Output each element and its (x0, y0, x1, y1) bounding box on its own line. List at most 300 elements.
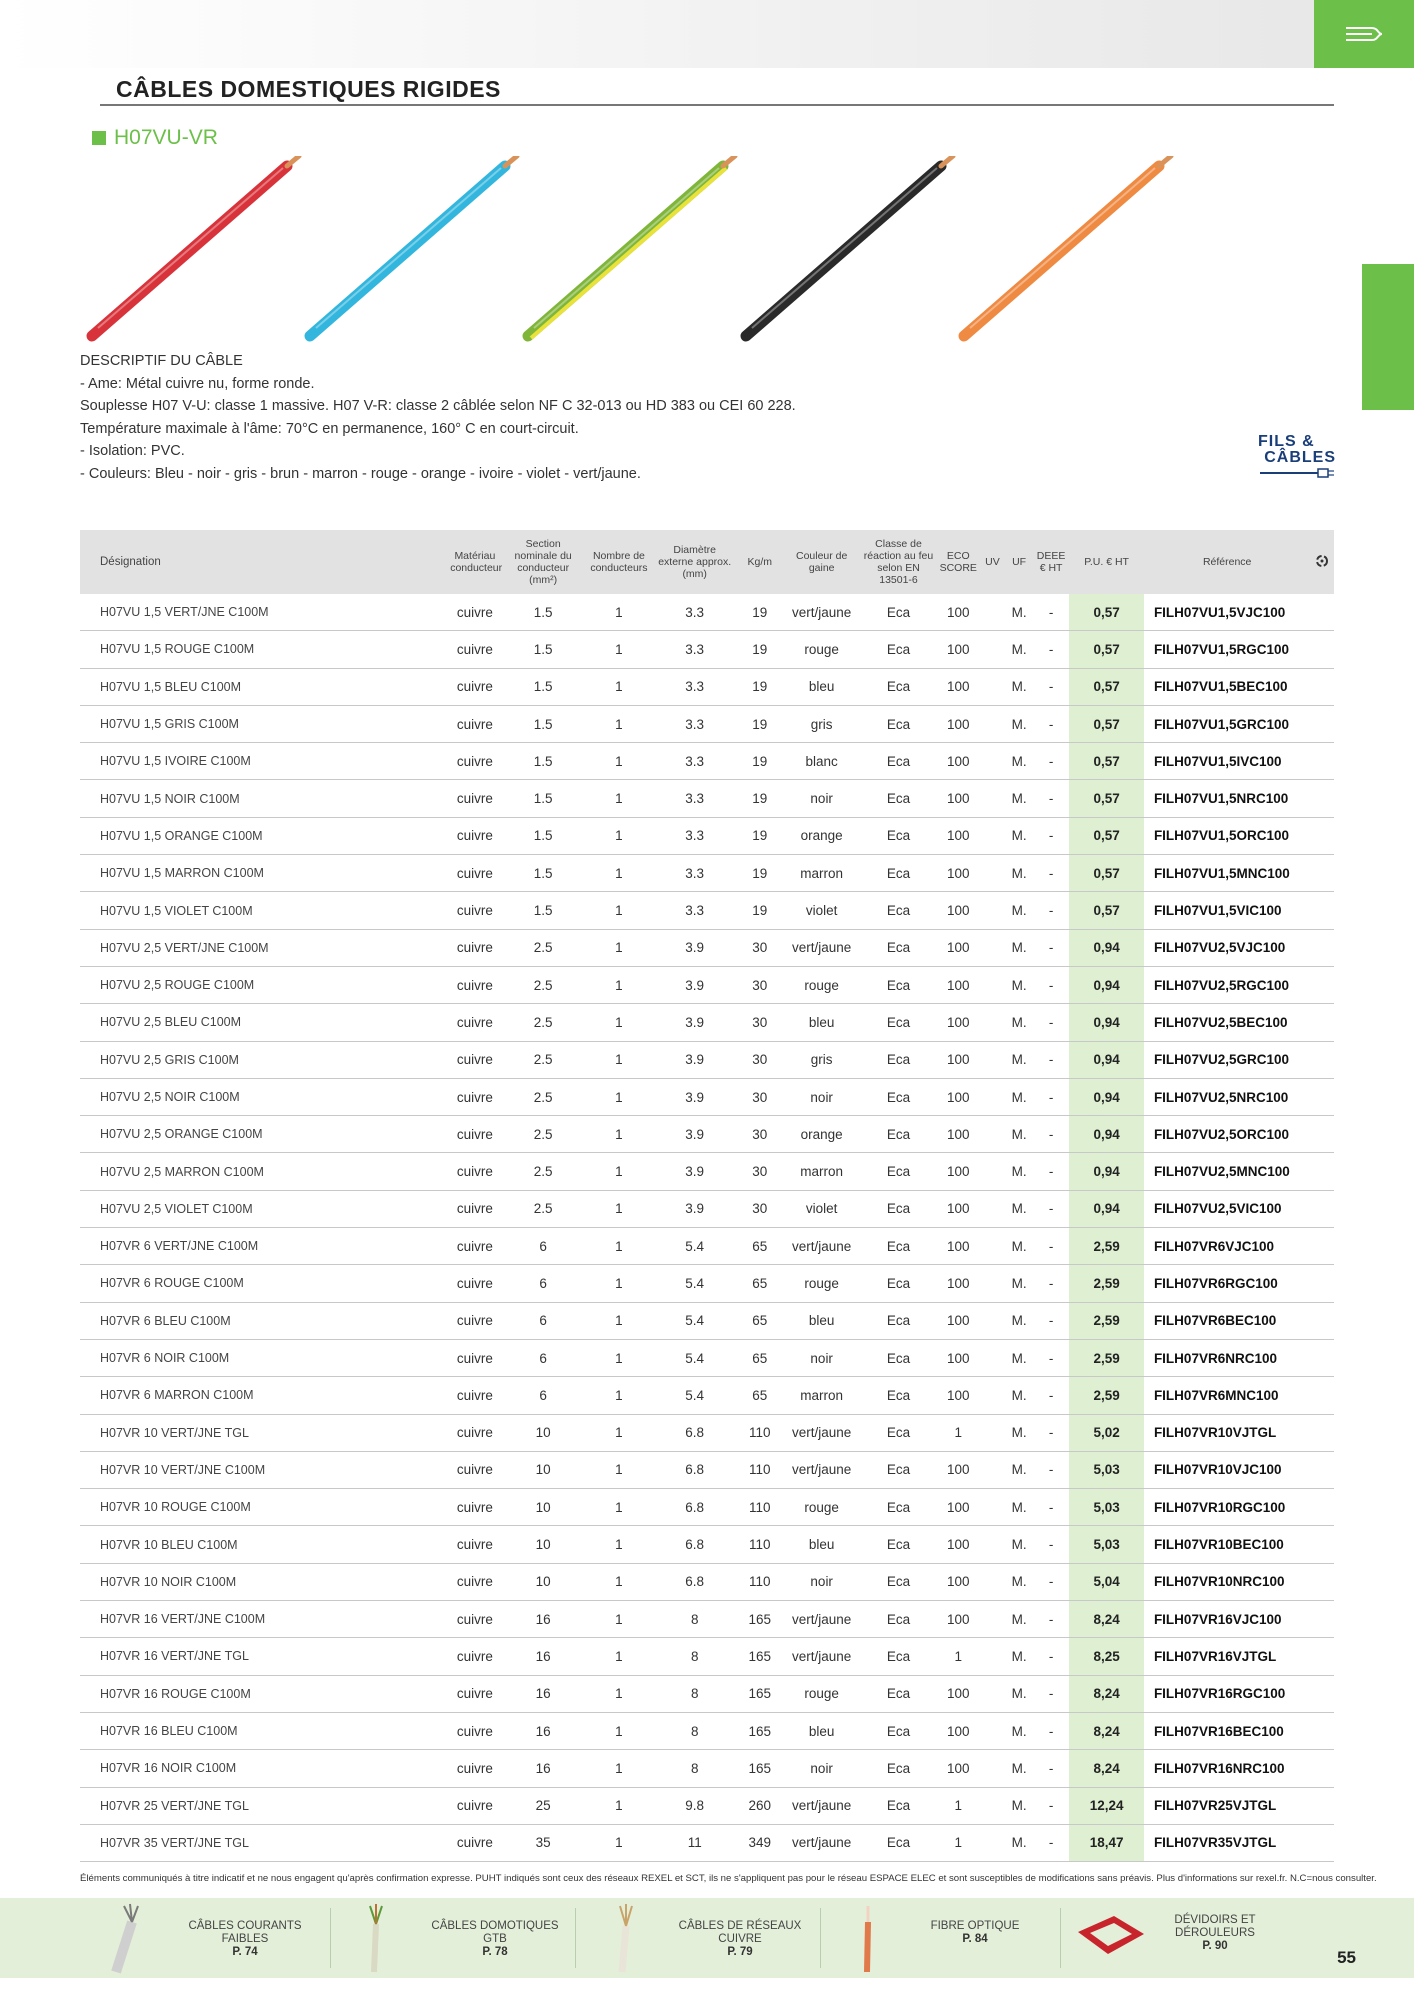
cell-kgm: 110 (736, 1563, 783, 1600)
cell-empty (1310, 1675, 1334, 1712)
cell-materiau: cuivre (448, 1228, 501, 1265)
recycle-icon (1310, 530, 1334, 594)
cell-materiau: cuivre (448, 668, 501, 705)
cell-eco: 100 (937, 1451, 980, 1488)
cell-deee: - (1033, 966, 1069, 1003)
cell-diametre: 3.3 (653, 668, 736, 705)
table-row (80, 1041, 1334, 1078)
cell-couleur: noir (783, 780, 860, 817)
cell-materiau: cuivre (448, 1339, 501, 1376)
footer-link-fibre-optique[interactable] (830, 1898, 1060, 1978)
cell-couleur: vert/jaune (783, 1414, 860, 1451)
footer-link-page: P. 74 (232, 1946, 258, 1958)
cell-nombre: 1 (585, 929, 653, 966)
cell-deee: - (1033, 1041, 1069, 1078)
cell-pu: 8,25 (1069, 1638, 1144, 1675)
cell-section: 16 (502, 1750, 585, 1787)
cell-deee: - (1033, 631, 1069, 668)
cell-couleur: vert/jaune (783, 929, 860, 966)
cell-deee: - (1033, 594, 1069, 631)
cell-section: 16 (502, 1712, 585, 1749)
cell-nombre: 1 (585, 1153, 653, 1190)
cell-materiau: cuivre (448, 1712, 501, 1749)
col-couleur: Couleur de gaine (783, 530, 860, 594)
cell-couleur: rouge (783, 631, 860, 668)
cell-deee: - (1033, 929, 1069, 966)
cell-materiau: cuivre (448, 1414, 501, 1451)
table-row (80, 966, 1334, 1003)
cell-designation: H07VR 6 ROUGE C100M (80, 1265, 448, 1302)
cell-couleur: orange (783, 817, 860, 854)
cell-uv: M. (1005, 1750, 1033, 1787)
table-row (80, 1675, 1334, 1712)
cell-materiau: cuivre (448, 1190, 501, 1227)
cell-reference: FILH07VR6NRC100 (1144, 1339, 1310, 1376)
cell-section: 6 (502, 1302, 585, 1339)
cell-reference: FILH07VR6MNC100 (1144, 1377, 1310, 1414)
cell-designation: H07VR 10 BLEU C100M (80, 1526, 448, 1563)
cell-nombre: 1 (585, 1675, 653, 1712)
cell-kgm: 19 (736, 892, 783, 929)
cell-pu: 0,94 (1069, 1004, 1144, 1041)
cell-materiau: cuivre (448, 705, 501, 742)
cell-kgm: 65 (736, 1302, 783, 1339)
cell-uv: M. (1005, 855, 1033, 892)
cell-empty (1310, 817, 1334, 854)
cell-reference: FILH07VR16VJC100 (1144, 1601, 1310, 1638)
cell-reference: FILH07VU2,5MNC100 (1144, 1153, 1310, 1190)
cell-couleur: vert/jaune (783, 1638, 860, 1675)
cell-classe: Eca (860, 1265, 937, 1302)
cell-materiau: cuivre (448, 817, 501, 854)
footer-link-devidoirs[interactable] (1070, 1898, 1290, 1978)
cell-section: 1.5 (502, 594, 585, 631)
cell-uf (980, 1377, 1006, 1414)
cell-eco: 100 (937, 1712, 980, 1749)
cell-uv: M. (1005, 1153, 1033, 1190)
cell-pu: 8,24 (1069, 1712, 1144, 1749)
cell-reference: FILH07VR10RGC100 (1144, 1489, 1310, 1526)
cell-designation: H07VU 2,5 BLEU C100M (80, 1004, 448, 1041)
cell-materiau: cuivre (448, 1153, 501, 1190)
cell-classe: Eca (860, 1750, 937, 1787)
cell-uv: M. (1005, 1116, 1033, 1153)
table-row (80, 1601, 1334, 1638)
cell-diametre: 3.9 (653, 1004, 736, 1041)
cable-bundle-icon (110, 1902, 144, 1974)
cell-materiau: cuivre (448, 1489, 501, 1526)
cell-classe: Eca (860, 855, 937, 892)
cell-materiau: cuivre (448, 1078, 501, 1115)
cell-designation: H07VU 2,5 VERT/JNE C100M (80, 929, 448, 966)
cell-diametre: 3.9 (653, 1153, 736, 1190)
table-row (80, 1078, 1334, 1115)
cell-classe: Eca (860, 1377, 937, 1414)
cell-reference: FILH07VU1,5NRC100 (1144, 780, 1310, 817)
cell-nombre: 1 (585, 1078, 653, 1115)
cell-materiau: cuivre (448, 966, 501, 1003)
cell-designation: H07VU 2,5 MARRON C100M (80, 1153, 448, 1190)
cell-couleur: gris (783, 705, 860, 742)
table-row (80, 1563, 1334, 1600)
cell-eco: 100 (937, 1339, 980, 1376)
cell-eco: 100 (937, 1041, 980, 1078)
cable-2-icon (310, 156, 517, 336)
cell-diametre: 5.4 (653, 1302, 736, 1339)
cell-uv: M. (1005, 1489, 1033, 1526)
cell-classe: Eca (860, 743, 937, 780)
cell-deee: - (1033, 855, 1069, 892)
cell-classe: Eca (860, 1078, 937, 1115)
cell-couleur: rouge (783, 1489, 860, 1526)
table-row (80, 1489, 1334, 1526)
description-line: Température maximale à l'âme: 70°C en permanence, 160° C en court-circuit. (80, 420, 579, 437)
cell-reference: FILH07VR35VJTGL (1144, 1824, 1310, 1861)
menu-tab[interactable] (1314, 0, 1414, 68)
cell-eco: 100 (937, 1228, 980, 1265)
cell-section: 2.5 (502, 1153, 585, 1190)
cell-reference: FILH07VU1,5ORC100 (1144, 817, 1310, 854)
cell-classe: Eca (860, 705, 937, 742)
cell-diametre: 6.8 (653, 1451, 736, 1488)
cell-deee: - (1033, 1004, 1069, 1041)
cell-section: 1.5 (502, 668, 585, 705)
cell-deee: - (1033, 1712, 1069, 1749)
cell-uv: M. (1005, 1228, 1033, 1265)
cell-uv: M. (1005, 668, 1033, 705)
footer-separator (575, 1908, 576, 1968)
cell-classe: Eca (860, 1414, 937, 1451)
cell-classe: Eca (860, 1563, 937, 1600)
cell-nombre: 1 (585, 1638, 653, 1675)
table-row (80, 594, 1334, 631)
cell-classe: Eca (860, 1228, 937, 1265)
col-classe: Classe de réaction au feu selon EN 13501-6 (860, 530, 937, 594)
cell-empty (1310, 1339, 1334, 1376)
cell-reference: FILH07VR6BEC100 (1144, 1302, 1310, 1339)
cell-couleur: blanc (783, 743, 860, 780)
cell-classe: Eca (860, 1638, 937, 1675)
cell-kgm: 165 (736, 1601, 783, 1638)
cell-diametre: 11 (653, 1824, 736, 1861)
cell-reference: FILH07VU2,5ORC100 (1144, 1116, 1310, 1153)
cell-reference: FILH07VR10VJC100 (1144, 1451, 1310, 1488)
cell-materiau: cuivre (448, 1302, 501, 1339)
cell-uv: M. (1005, 1675, 1033, 1712)
cable-4-icon (746, 156, 953, 336)
cell-deee: - (1033, 1377, 1069, 1414)
cell-diametre: 8 (653, 1750, 736, 1787)
cell-section: 16 (502, 1675, 585, 1712)
cell-uf (980, 1787, 1006, 1824)
cell-diametre: 3.3 (653, 892, 736, 929)
cell-kgm: 19 (736, 668, 783, 705)
table-row (80, 1414, 1334, 1451)
cell-deee: - (1033, 1265, 1069, 1302)
menu-icon[interactable] (1342, 19, 1386, 49)
cell-section: 10 (502, 1451, 585, 1488)
cell-couleur: marron (783, 855, 860, 892)
section-side-tab (1362, 264, 1414, 410)
cell-classe: Eca (860, 1601, 937, 1638)
cell-nombre: 1 (585, 855, 653, 892)
cell-designation: H07VR 35 VERT/JNE TGL (80, 1824, 448, 1861)
cell-uf (980, 1824, 1006, 1861)
cell-couleur: rouge (783, 1675, 860, 1712)
footer-link-reseaux-cuivre[interactable] (585, 1898, 825, 1978)
cell-eco: 100 (937, 1078, 980, 1115)
cell-eco: 100 (937, 1563, 980, 1600)
cell-nombre: 1 (585, 1377, 653, 1414)
cell-empty (1310, 1824, 1334, 1861)
cell-uv: M. (1005, 929, 1033, 966)
cell-eco: 100 (937, 929, 980, 966)
cell-diametre: 3.9 (653, 1190, 736, 1227)
cell-diametre: 8 (653, 1601, 736, 1638)
cable-5-icon (964, 156, 1171, 336)
cable-1-icon (92, 156, 299, 336)
cable-reel-icon (1074, 1912, 1146, 1958)
cell-diametre: 3.3 (653, 705, 736, 742)
cell-materiau: cuivre (448, 1675, 501, 1712)
cell-eco: 100 (937, 966, 980, 1003)
cell-uf (980, 1675, 1006, 1712)
cell-materiau: cuivre (448, 1377, 501, 1414)
col-reference: Référence (1144, 530, 1310, 594)
cell-designation: H07VR 10 VERT/JNE C100M (80, 1451, 448, 1488)
table-row (80, 892, 1334, 929)
cell-deee: - (1033, 817, 1069, 854)
cell-diametre: 5.4 (653, 1228, 736, 1265)
cable-description (80, 350, 796, 485)
cell-section: 35 (502, 1824, 585, 1861)
cell-classe: Eca (860, 1302, 937, 1339)
cell-pu: 2,59 (1069, 1265, 1144, 1302)
cell-empty (1310, 1377, 1334, 1414)
cell-classe: Eca (860, 1339, 937, 1376)
cell-section: 6 (502, 1228, 585, 1265)
cell-empty (1310, 1451, 1334, 1488)
cell-empty (1310, 1041, 1334, 1078)
cell-uf (980, 892, 1006, 929)
cell-kgm: 19 (736, 705, 783, 742)
cell-deee: - (1033, 1302, 1069, 1339)
cell-pu: 0,57 (1069, 705, 1144, 742)
cell-designation: H07VR 6 VERT/JNE C100M (80, 1228, 448, 1265)
cell-materiau: cuivre (448, 594, 501, 631)
footer-link-courants-faibles[interactable] (80, 1898, 330, 1978)
cell-empty (1310, 705, 1334, 742)
col-designation: Désignation (80, 530, 448, 594)
cell-classe: Eca (860, 1787, 937, 1824)
description-line: - Ame: Métal cuivre nu, forme ronde. (80, 375, 315, 392)
cell-empty (1310, 1078, 1334, 1115)
cell-uf (980, 1302, 1006, 1339)
cell-uv: M. (1005, 1041, 1033, 1078)
cell-diametre: 6.8 (653, 1563, 736, 1600)
table-row (80, 929, 1334, 966)
footer-link-label: CÂBLES DOMOTIQUES GTB (431, 1920, 559, 1945)
cell-couleur: vert/jaune (783, 594, 860, 631)
cell-deee: - (1033, 1675, 1069, 1712)
disclaimer-footnote: Éléments communiqués à titre indicatif et ne nous engagent qu'après confirmation expresse. PUHT indiqués sont ceux des réseaux REXEL et SCT, ils ne s'appliquent pas pour le réseau ESPACE ELEC et sont susceptibles de modifications sans préavis. Plus d'informations sur rexel.fr. N.C=nous consulter. (80, 1873, 1377, 1884)
cell-couleur: vert/jaune (783, 1228, 860, 1265)
cell-pu: 2,59 (1069, 1228, 1144, 1265)
cell-uf (980, 1265, 1006, 1302)
cell-nombre: 1 (585, 1339, 653, 1376)
cell-couleur: marron (783, 1153, 860, 1190)
cell-eco: 100 (937, 1489, 980, 1526)
cell-uf (980, 1489, 1006, 1526)
cell-reference: FILH07VR16RGC100 (1144, 1675, 1310, 1712)
cell-deee: - (1033, 1451, 1069, 1488)
cell-section: 10 (502, 1563, 585, 1600)
cell-uv: M. (1005, 817, 1033, 854)
cell-reference: FILH07VR16VJTGL (1144, 1638, 1310, 1675)
cell-eco: 100 (937, 1116, 980, 1153)
cell-empty (1310, 1563, 1334, 1600)
cell-diametre: 6.8 (653, 1414, 736, 1451)
table-row (80, 1228, 1334, 1265)
cell-eco: 100 (937, 1302, 980, 1339)
cell-reference: FILH07VR6RGC100 (1144, 1265, 1310, 1302)
cell-section: 1.5 (502, 705, 585, 742)
cell-classe: Eca (860, 1712, 937, 1749)
footer-nav (0, 1898, 1414, 1978)
cell-empty (1310, 1750, 1334, 1787)
cell-kgm: 349 (736, 1824, 783, 1861)
cell-nombre: 1 (585, 1041, 653, 1078)
table-row (80, 705, 1334, 742)
col-uf: UF (1005, 530, 1033, 594)
cell-designation: H07VR 16 VERT/JNE C100M (80, 1601, 448, 1638)
cell-classe: Eca (860, 1116, 937, 1153)
cell-uf (980, 1190, 1006, 1227)
cell-uv: M. (1005, 705, 1033, 742)
cell-materiau: cuivre (448, 929, 501, 966)
cell-materiau: cuivre (448, 1451, 501, 1488)
fiber-cable-icon (855, 1902, 881, 1974)
cell-pu: 0,57 (1069, 780, 1144, 817)
cell-reference: FILH07VR10VJTGL (1144, 1414, 1310, 1451)
cell-couleur: rouge (783, 1265, 860, 1302)
footer-link-domotiques[interactable] (340, 1898, 580, 1978)
cell-diametre: 3.3 (653, 780, 736, 817)
cell-designation: H07VR 10 ROUGE C100M (80, 1489, 448, 1526)
cell-couleur: noir (783, 1750, 860, 1787)
cell-empty (1310, 1302, 1334, 1339)
cell-designation: H07VU 2,5 ORANGE C100M (80, 1116, 448, 1153)
cell-uf (980, 1563, 1006, 1600)
cell-diametre: 5.4 (653, 1377, 736, 1414)
cell-kgm: 30 (736, 1004, 783, 1041)
description-line: DESCRIPTIF DU CÂBLE (80, 353, 243, 369)
cell-section: 10 (502, 1526, 585, 1563)
cell-uf (980, 1712, 1006, 1749)
cell-section: 10 (502, 1489, 585, 1526)
table-row (80, 1339, 1334, 1376)
table-row (80, 1750, 1334, 1787)
cell-reference: FILH07VU2,5VIC100 (1144, 1190, 1310, 1227)
cell-classe: Eca (860, 966, 937, 1003)
cell-nombre: 1 (585, 1004, 653, 1041)
cell-diametre: 3.3 (653, 631, 736, 668)
cell-designation: H07VU 1,5 VERT/JNE C100M (80, 594, 448, 631)
cell-designation: H07VU 1,5 NOIR C100M (80, 780, 448, 817)
cell-eco: 100 (937, 1153, 980, 1190)
cell-kgm: 65 (736, 1265, 783, 1302)
table-row (80, 1526, 1334, 1563)
cell-reference: FILH07VU1,5RGC100 (1144, 631, 1310, 668)
cell-nombre: 1 (585, 1526, 653, 1563)
cell-couleur: gris (783, 1041, 860, 1078)
cell-couleur: violet (783, 1190, 860, 1227)
table-row (80, 817, 1334, 854)
cell-eco: 100 (937, 594, 980, 631)
cell-materiau: cuivre (448, 855, 501, 892)
cell-empty (1310, 892, 1334, 929)
cell-uv: M. (1005, 1451, 1033, 1488)
cell-section: 10 (502, 1414, 585, 1451)
footer-separator (330, 1908, 331, 1968)
cell-uv: M. (1005, 1563, 1033, 1600)
table-row (80, 1190, 1334, 1227)
cell-section: 1.5 (502, 743, 585, 780)
cell-couleur: vert/jaune (783, 1601, 860, 1638)
cell-nombre: 1 (585, 1824, 653, 1861)
table-row (80, 1377, 1334, 1414)
cell-reference: FILH07VU2,5BEC100 (1144, 1004, 1310, 1041)
cell-eco: 100 (937, 1675, 980, 1712)
cell-diametre: 3.9 (653, 966, 736, 1003)
cell-diametre: 3.9 (653, 1078, 736, 1115)
cell-pu: 5,03 (1069, 1451, 1144, 1488)
cell-uv: M. (1005, 1190, 1033, 1227)
cell-reference: FILH07VR16NRC100 (1144, 1750, 1310, 1787)
cell-kgm: 65 (736, 1339, 783, 1376)
cell-deee: - (1033, 1638, 1069, 1675)
cell-diametre: 8 (653, 1712, 736, 1749)
cell-deee: - (1033, 1750, 1069, 1787)
cell-empty (1310, 855, 1334, 892)
cell-diametre: 3.3 (653, 817, 736, 854)
cell-designation: H07VU 2,5 NOIR C100M (80, 1078, 448, 1115)
cell-kgm: 110 (736, 1414, 783, 1451)
cell-nombre: 1 (585, 1451, 653, 1488)
cell-designation: H07VU 1,5 MARRON C100M (80, 855, 448, 892)
cell-deee: - (1033, 1563, 1069, 1600)
cell-materiau: cuivre (448, 1116, 501, 1153)
col-kgm: Kg/m (736, 530, 783, 594)
cell-uv: M. (1005, 1787, 1033, 1824)
table-row (80, 631, 1334, 668)
cell-uf (980, 1339, 1006, 1376)
cell-deee: - (1033, 1601, 1069, 1638)
cell-eco: 100 (937, 1601, 980, 1638)
cell-deee: - (1033, 743, 1069, 780)
cell-section: 1.5 (502, 892, 585, 929)
cell-diametre: 8 (653, 1638, 736, 1675)
cell-kgm: 19 (736, 594, 783, 631)
cell-classe: Eca (860, 1526, 937, 1563)
cell-empty (1310, 743, 1334, 780)
col-deee: DEEE € HT (1033, 530, 1069, 594)
cell-diametre: 3.3 (653, 594, 736, 631)
cell-section: 1.5 (502, 631, 585, 668)
cell-pu: 0,57 (1069, 668, 1144, 705)
cell-kgm: 110 (736, 1451, 783, 1488)
cell-nombre: 1 (585, 1601, 653, 1638)
